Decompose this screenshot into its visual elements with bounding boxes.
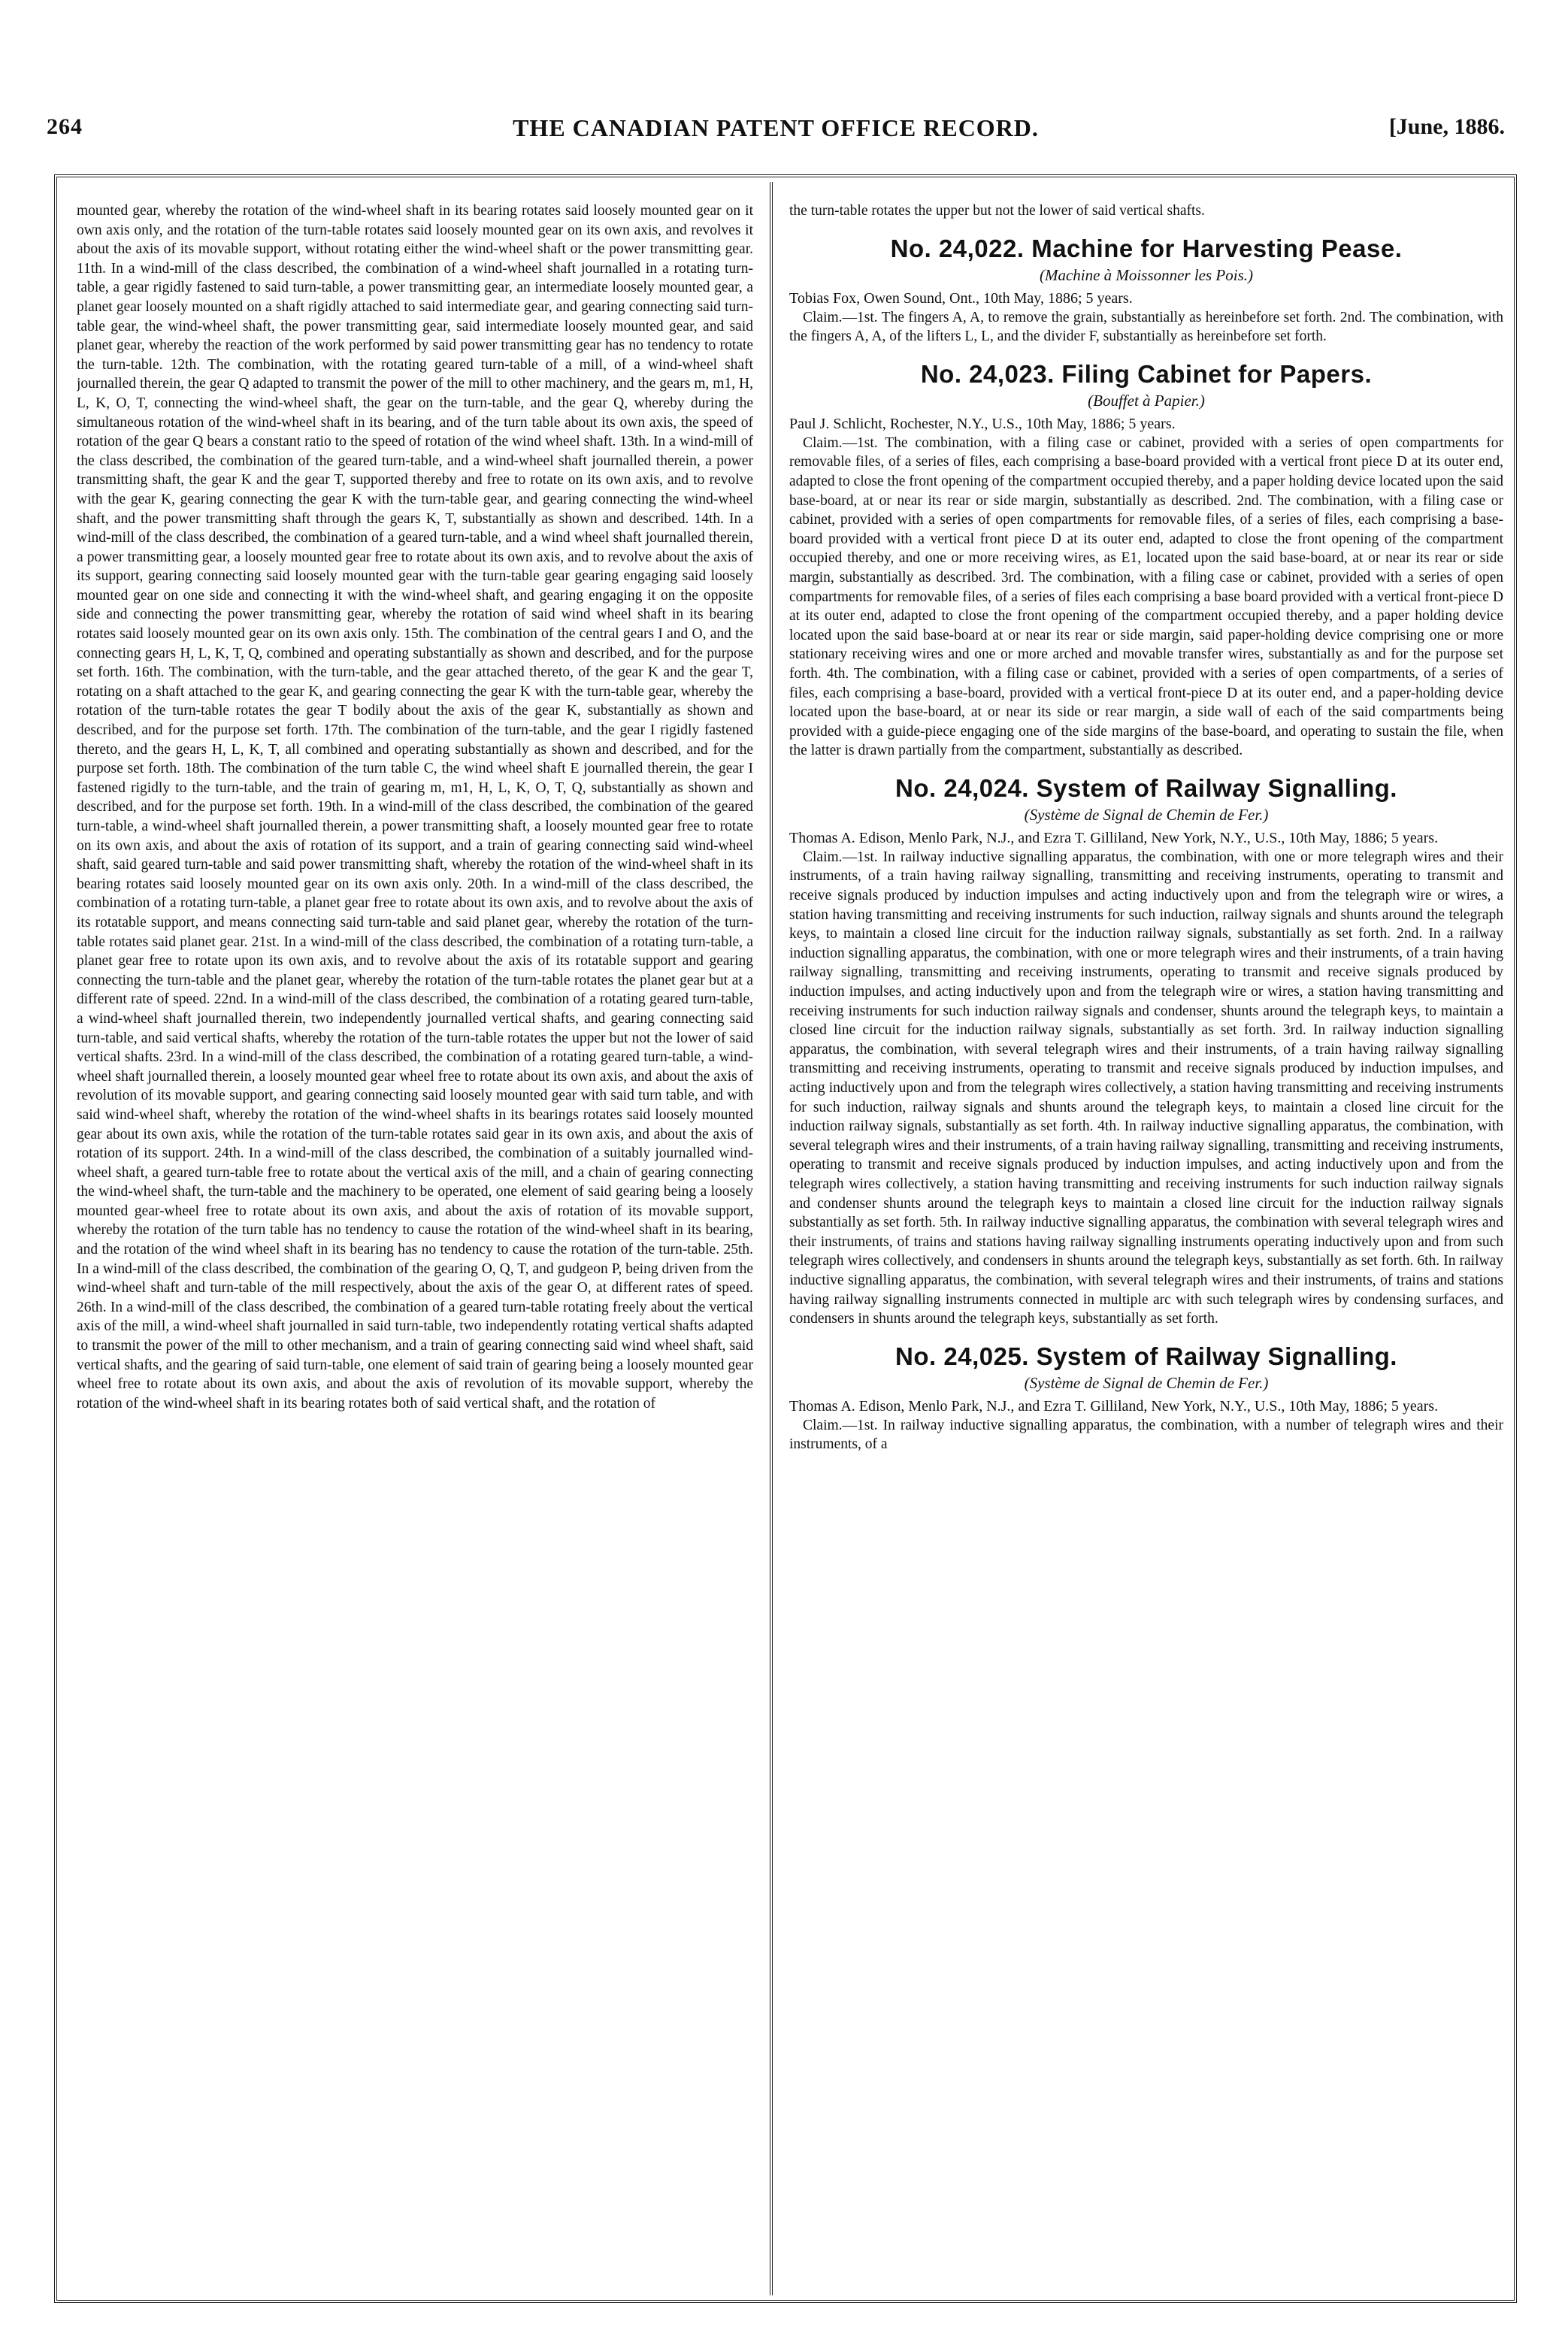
entry-claim: Claim.—1st. The combination, with a filing case or cabinet, provided with a series of open compartments for removable files, of a series of files, each comprising a base-board provided with a vertical front piece D at its outer end, adapted to close the front opening of the compartment occupied thereby, and a paper holding device located upon the said base-board, at or near its rear or side margin, substantially as described. 2nd. The combination, with a filing case or cabinet, provided with a series of open compartments for removable files, of a series of files, each comprising a base-board provided with a vertical front piece D at its outer end, adapted to close the front opening of the compartment occupied thereby, and one or more receiving wires, as E1, located upon the said base-board, at or near its rear or side margin, substantially as described. 3rd. The combination, with a filing case or cabinet, provided with a series of open compartments for removable files, of a series of files each comprising a base board provided with a vertical front-piece D at its outer end, adapted to close the front opening of the compartment occupied thereby, and a paper holding device located upon the said base-board at or near its rear or side margin, said paper-holding device comprising one or more stationary receiving wires and one or more arched and movable transfer wires, substantially as and for the purpose set forth. 4th. The combination, with a filing case or cabinet, provided with a series of open compartments, of a series of files, each comprising a base-board, provided with a vertical front-piece D at its outer end, and a paper-holding device located upon the base-board, at or near its side or rear margin, a side wall of each of the said compartments being provided with a guide-piece engaging one of the side margins of the base-board, and operating to sustain the file, when the latter is drawn partially from the compartment, substantially as described. <box>789 434 1503 759</box>
issue-date: [June, 1886. <box>1388 114 1505 139</box>
entry-french-title: (Système de Signal de Chemin de Fer.) <box>1024 805 1269 824</box>
patent-entry-24025 <box>789 1341 1503 1454</box>
entry-inventor: Paul J. Schlicht, Rochester, N.Y., U.S., 10th May, 1886; 5 years. <box>789 415 1176 432</box>
patent-entry-24023 <box>789 359 1503 761</box>
patent-entry-24024 <box>789 773 1503 1329</box>
entry-claim: Claim.—1st. In railway inductive signalling apparatus, the combination, with a number of telegraph wires and their instruments, of a <box>789 1417 1503 1453</box>
entry-french-title: (Machine à Moissonner les Pois.) <box>1039 265 1254 284</box>
entry-inventor: Thomas A. Edison, Menlo Park, N.J., and Ezra T. Gilliland, New York, N.Y., U.S., 10th May, 1886; 5 years. <box>789 829 1439 846</box>
entry-french-title: (Bouffet à Papier.) <box>1088 391 1205 410</box>
entry-claim: Claim.—1st. In railway inductive signalling apparatus, the combination, with one or more telegraph wires and their instruments, of a train having railway signalling, transmitting and receiving instruments, operating to transmit and receive signals produced by induction impulses and acting inductively upon and from the telegraph wire or wires, a station having transmitting and receiving instruments for such induction, railway signals and shunts around the telegraph keys, to maintain a closed line circuit for the induction railway signals, substantially as set forth. 2nd. In a railway induction signalling apparatus, the combination, with one or more telegraph wires and their instruments, of a train having railway signalling, transmitting and receiving instruments, operating to transmit and receive signals produced by induction impulses, and acting inductively upon and from the telegraph wire or wires, a station having transmitting and receiving instruments for such induction railway signals and condenser, shunts around the telegraph keys, to maintain a closed line circuit for the induction railway signals, substantially as set forth. 3rd. In railway induction signalling apparatus, the combination, with several telegraph wires and their instruments, of a train having railway signalling transmitting and receiving instruments, operating to transmit and receive signals produced by induction impulses, and acting inductively upon and from the telegraph wires collectively, a station having transmitting and receiving instruments for such induction, railway signals and shunts around the telegraph keys, to maintain a closed line circuit for the induction railway signals, substantially as set forth. 4th. In railway inductive signalling apparatus, the combination, with several telegraph wires and their instruments, of a train having railway signalling, transmitting and receiving instruments, operating to transmit and receive signals produced by induction impulses, and acting inductively upon and from the telegraph wires collectively, a station having transmitting and receiving instruments for such induction railway signals and condenser shunts around the telegraph keys to maintain a closed line circuit for the induction railway signals substantially as set forth. 5th. In railway inductive signalling apparatus, the combination with several telegraph wires and their instruments, of trains and stations having railway signalling instruments operating inductively upon and from such telegraph wires collectively, and condensers in shunts around the telegraph keys, substantially as set forth. 6th. In railway inductive signalling apparatus, the combination, with several telegraph wires and their instruments, of trains and stations having railway signalling instruments connected in multiple arc with such telegraph wires by condensing surfaces, and condensers in shunts around the telegraph keys, substantially as set forth. <box>789 849 1503 1327</box>
continuation-text: the turn-table rotates the upper but not the lower of said vertical shafts. <box>789 203 1205 219</box>
publication-title: THE CANADIAN PATENT OFFICE RECORD. <box>513 114 1039 141</box>
page-header <box>47 114 1505 152</box>
left-column <box>77 201 753 2291</box>
entry-title: No. 24,024. System of Railway Signalling. <box>895 773 1397 802</box>
entry-claim: Claim.—1st. The fingers A, A, to remove the grain, substantially as hereinbefore set forth. 2nd. The combination, with the fingers A, A, of the lifters L, L, and the divider F, substantially as hereinbefore set forth. <box>789 309 1503 345</box>
page-number: 264 <box>47 114 83 139</box>
entry-title: No. 24,023. Filing Cabinet for Papers. <box>920 359 1373 388</box>
right-column <box>789 201 1503 2291</box>
entry-inventor: Tobias Fox, Owen Sound, Ont., 10th May, 1886; 5 years. <box>789 289 1133 307</box>
left-column-text: mounted gear, whereby the rotation of the wind-wheel shaft in its bearing rotates said loosely mounted gear on it own axis only, and the rotation of the turn-table rotates said loosely mounted gear on its own axis, and revolves it about the axis of its movable support, without rotating either the wind-wheel shaft or the power transmitting gear. 11th. In a wind-mill of the class described, the combination of a wind-wheel shaft journalled in a rotating turn-table, a gear rigidly fastened to said turn-table, a power transmitting gear, an intermediate loosely mounted gear, a planet gear loosely mounted on a shaft rigidly attached to said intermediate gear, and gearing connecting said turn-table gear, the wind-wheel shaft, the power transmitting gear, said intermediate loosely mounted gear, and said planet gear, whereby the reaction of the work performed by said power transmitting gear has no tendency to rotate the turn-table. 12th. The combination, with the rotating geared turn-table of a mill, of a wind-wheel shaft journalled therein, the gear Q adapted to transmit the power of the mill to other machinery, and the gears m, m1, H, L, K, O, T, connecting the wind-wheel shaft, the gear on the turn-table, and the gear Q, whereby during the simultaneous rotation of the wind-wheel shaft in its bearing, and of the turn table about its own axis, the speed of rotation of the gear Q bears a constant ratio to the speed of rotation of the wind wheel shaft. 13th. In a wind-mill of the class described, the combination of the geared turn-table, and a wind-wheel shaft journalled therein, a power transmitting shaft, the gear K and the gear T, supported thereby and free to rotate on its own axis, and to revolve with the gear K, gearing connecting the gear K with the turn-table gear, and gearing connecting the wind-wheel shaft, and the power transmitting shaft through the gears K, T, substantially as shown and described. 14th. In a wind-mill of the class described, the combination of a geared turn-table, and a wind wheel shaft journalled therein, a power transmitting gear, a loosely mounted gear free to rotate about its own axis, and to revolve about the axis of its support, gearing connecting said loosely mounted gear with the turn-table gear gearing engaging said loosely mounted gear on one side and connecting it with the wind-wheel shaft, and gearing engaging it on the opposite side and connecting the power transmitting gear, whereby the rotation of said wind wheel shaft in its bearing rotates said loosely mounted gear on its own axis only. 15th. The combination of the central gears I and O, and the connecting gears H, L, K, T, Q, combined and operating substantially as shown and described, and for the purpose set forth. 16th. The combination, with the turn-table, and the gear attached thereto, of the gear K and the gear T, rotating on a shaft attached to the gear K, and gearing connecting the gear K with the turn-table gear, whereby the rotation of the turn-table rotates the gear T bodily about the axis of the gear K, substantially as shown and described, and for the purpose set forth. 17th. The combination of the turn-table, and the gear I rigidly fastened thereto, and the gears H, L, K, T, all combined and operating substantially as shown and described, and for the purpose set forth. 18th. The combination of the turn table C, the wind wheel shaft E journalled therein, the gear I fastened rigidly to the turn-table, and the train of gearing m, m1, H, L, K, O, T, Q, substantially as shown and described, and for the purpose set forth. 19th. In a wind-mill of the class described, the combination of the geared turn-table, a wind-wheel shaft journalled therein, a power transmitting shaft, a loosely mounted gear free to rotate on its own axis, and about the axis of rotation of its support, and a train of gearing connecting said wind-wheel shaft, said geared turn-table and said power transmitting shaft, whereby the rotation of the wind-wheel shaft in its bearing rotates said loosely mounted gear on its own axis only. 20th. In a wind-mill of the class described, the combination of a rotating turn-table, a planet gear free to rotate about its own axis, and to revolve about the axis of its rotatable support, and means connecting said turn-table and said planet gear, whereby the rotation of the turn-table rotates said planet gear. 21st. In a wind-mill of the class described, the combination of a rotating turn-table, a planet gear free to rotate upon its own axis, and to revolve about the axis of its rotatable support and gearing connecting the turn-table and the planet gear, whereby the rotation of the turn-table rotates the planet gear but at a different rate of speed. 22nd. In a wind-mill of the class described, the combination of a rotating geared turn-table, a wind-wheel shaft journalled therein, two independently journalled vertical shafts, and gearing connecting said turn-table, and said vertical shafts, whereby the rotation of the turn-table rotates the upper but not the lower of said vertical shafts. 23rd. In a wind-mill of the class described, the combination of a rotating geared turn-table, a wind-wheel shaft journalled therein, a loosely mounted gear wheel free to rotate about its own axis, and about the axis of revolution of its movable support, and gearing connecting said loosely mounted gear with said turn table, and with said wind-wheel shaft, whereby the rotation of the wind-wheel shafts in its bearings rotates said loosely mounted gear about its own axis, while the rotation of the turn-table rotates said gear in its own axis, and about the axis of rotation of its support. 24th. In a wind-mill of the class described, the combination of a suitably journalled wind-wheel shaft, a geared turn-table free to rotate about the vertical axis of the mill, and a chain of gearing connecting the wind-wheel shaft, the turn-table and the machinery to be operated, one element of said gearing being a loosely mounted gear-wheel free to rotate about its own axis, and about the axis of rotation of its movable support, whereby the rotation of the turn table has no tendency to cause the rotation of the wind-wheel shaft in its bearing, and the rotation of the wind wheel shaft in its bearing has no tendency to cause the rotation of the turn-table. 25th. In a wind-mill of the class described, the combination of the gearing O, Q, T, and gudgeon P, being driven from the wind-wheel shaft and turn-table of the mill respectively, about the axis of the gear O, at different rates of speed. 26th. In a wind-mill of the class described, the combination of a geared turn-table rotating freely about the vertical axis of the mill, a wind-wheel shaft journalled in said turn-table, two independently rotating vertical shafts adapted to transmit the power of the mill to other mechanism, and a train of gearing connecting said wind wheel shaft, said vertical shafts, and the gearing of said turn-table, one element of said train of gearing being a loosely mounted gear wheel free to rotate about its own axis, and about the axis of revolution of its movable support, whereby the rotation of the wind-wheel shaft in its bearing rotates both of said vertical shaft, and the rotation of <box>77 203 753 1412</box>
entry-title: No. 24,025. System of Railway Signalling. <box>895 1342 1397 1370</box>
column-divider <box>770 182 773 2295</box>
entry-inventor: Thomas A. Edison, Menlo Park, N.J., and Ezra T. Gilliland, New York, N.Y., U.S., 10th May, 1886; 5 years. <box>789 1397 1439 1415</box>
entry-title: No. 24,022. Machine for Harvesting Pease. <box>890 234 1403 262</box>
patent-entry-24022 <box>789 233 1503 346</box>
entry-french-title: (Système de Signal de Chemin de Fer.) <box>1024 1373 1269 1392</box>
